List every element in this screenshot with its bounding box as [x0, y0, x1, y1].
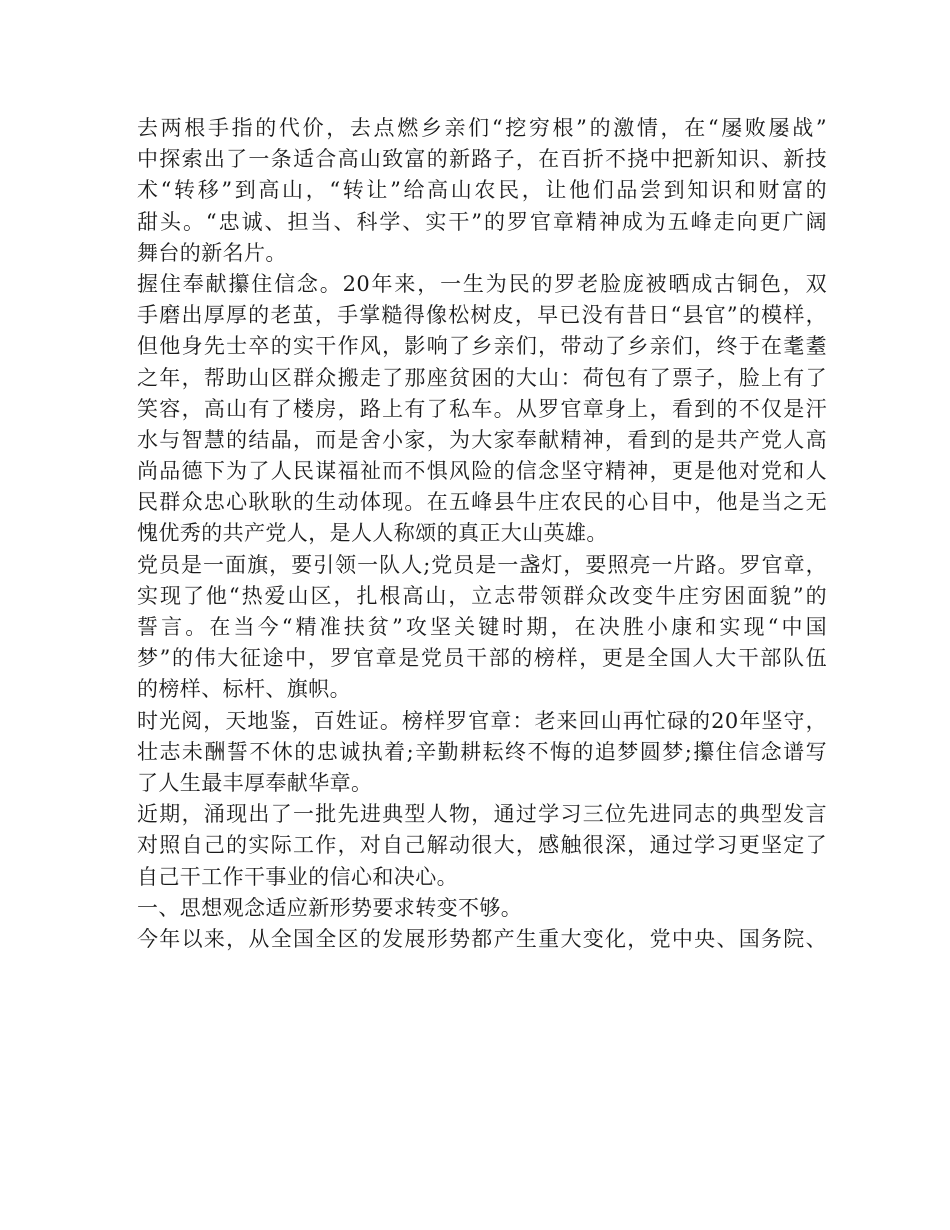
text-line: 愧优秀的共产党人，是人人称颂的真正大山英雄。 — [137, 521, 608, 546]
text-line: 舞台的新名片。 — [137, 240, 287, 265]
text-line: 壮志未酬誓不休的忠诚执着;辛勤耕耘终不悔的追梦圆梦;攥住信念谱写 — [137, 739, 827, 764]
text-line: 实现了他“热爱山区，扎根高山，立志带领群众改变牛庄穷困面貌”的 — [137, 583, 827, 608]
text-line: 尚品德下为了人民谋福祉而不惧风险的信念坚守精神，更是他对党和人 — [137, 459, 827, 484]
text-line: 去两根手指的代价，去点燃乡亲们“挖穷根”的激情，在“屡败屡战” — [137, 116, 827, 140]
text-line: 的榜样、标杆、旗帜。 — [137, 677, 351, 702]
text-line: 术“转移”到高山，“转让”给高山农民，让他们品尝到知识和财富的 — [137, 178, 827, 203]
text-line: 手磨出厚厚的老茧，手掌糙得像松树皮，早已没有昔日“县官”的模样， — [137, 303, 827, 328]
body-text — [137, 113, 827, 955]
text-line: 但他身先士卒的实干作风，影响了乡亲们，带动了乡亲们，终于在耄耋 — [137, 334, 827, 359]
text-line: 民群众忠心耿耿的生动体现。在五峰县牛庄农民的心目中，他是当之无 — [137, 490, 827, 515]
text-line: 誓言。在当今“精准扶贫”攻坚关键时期，在决胜小康和实现“中国 — [137, 615, 827, 639]
text-line: 对照自己的实际工作，对自己解动很大，感触很深，通过学习更坚定了 — [137, 833, 827, 858]
text-line: 甜头。“忠诚、担当、科学、实干”的罗官章精神成为五峰走向更广阔 — [137, 209, 827, 234]
text-line: 时光阅，天地鉴，百姓证。榜样罗官章：老来回山再忙碌的20年坚守， — [137, 708, 827, 733]
text-line: 近期，涌现出了一批先进典型人物，通过学习三位先进同志的典型发言 — [137, 802, 827, 827]
text-line: 自己干工作干事业的信心和决心。 — [137, 864, 458, 889]
text-line: 党员是一面旗，要引领一队人;党员是一盏灯，要照亮一片路。罗官章， — [137, 552, 827, 577]
text-line: 今年以来，从全国全区的发展形势都产生重大变化，党中央、国务院、 — [137, 926, 827, 951]
text-line: 梦”的伟大征途中，罗官章是党员干部的榜样，更是全国人大干部队伍 — [137, 646, 827, 671]
text-line: 水与智慧的结晶，而是舍小家，为大家奉献精神，看到的是共产党人高 — [137, 427, 827, 452]
text-line: 一、思想观念适应新形势要求转变不够。 — [137, 895, 523, 920]
text-line: 中探索出了一条适合高山致富的新路子，在百折不挠中把新知识、新技 — [137, 147, 827, 172]
text-line: 之年，帮助山区群众搬走了那座贫困的大山：荷包有了票子，脸上有了 — [137, 365, 827, 390]
text-line: 握住奉献攥住信念。20年来，一生为民的罗老脸庞被晒成古铜色，双 — [137, 271, 827, 296]
text-line: 笑容，高山有了楼房，路上有了私车。从罗官章身上，看到的不仅是汗 — [137, 396, 827, 421]
text-line: 了人生最丰厚奉献华章。 — [137, 770, 373, 795]
